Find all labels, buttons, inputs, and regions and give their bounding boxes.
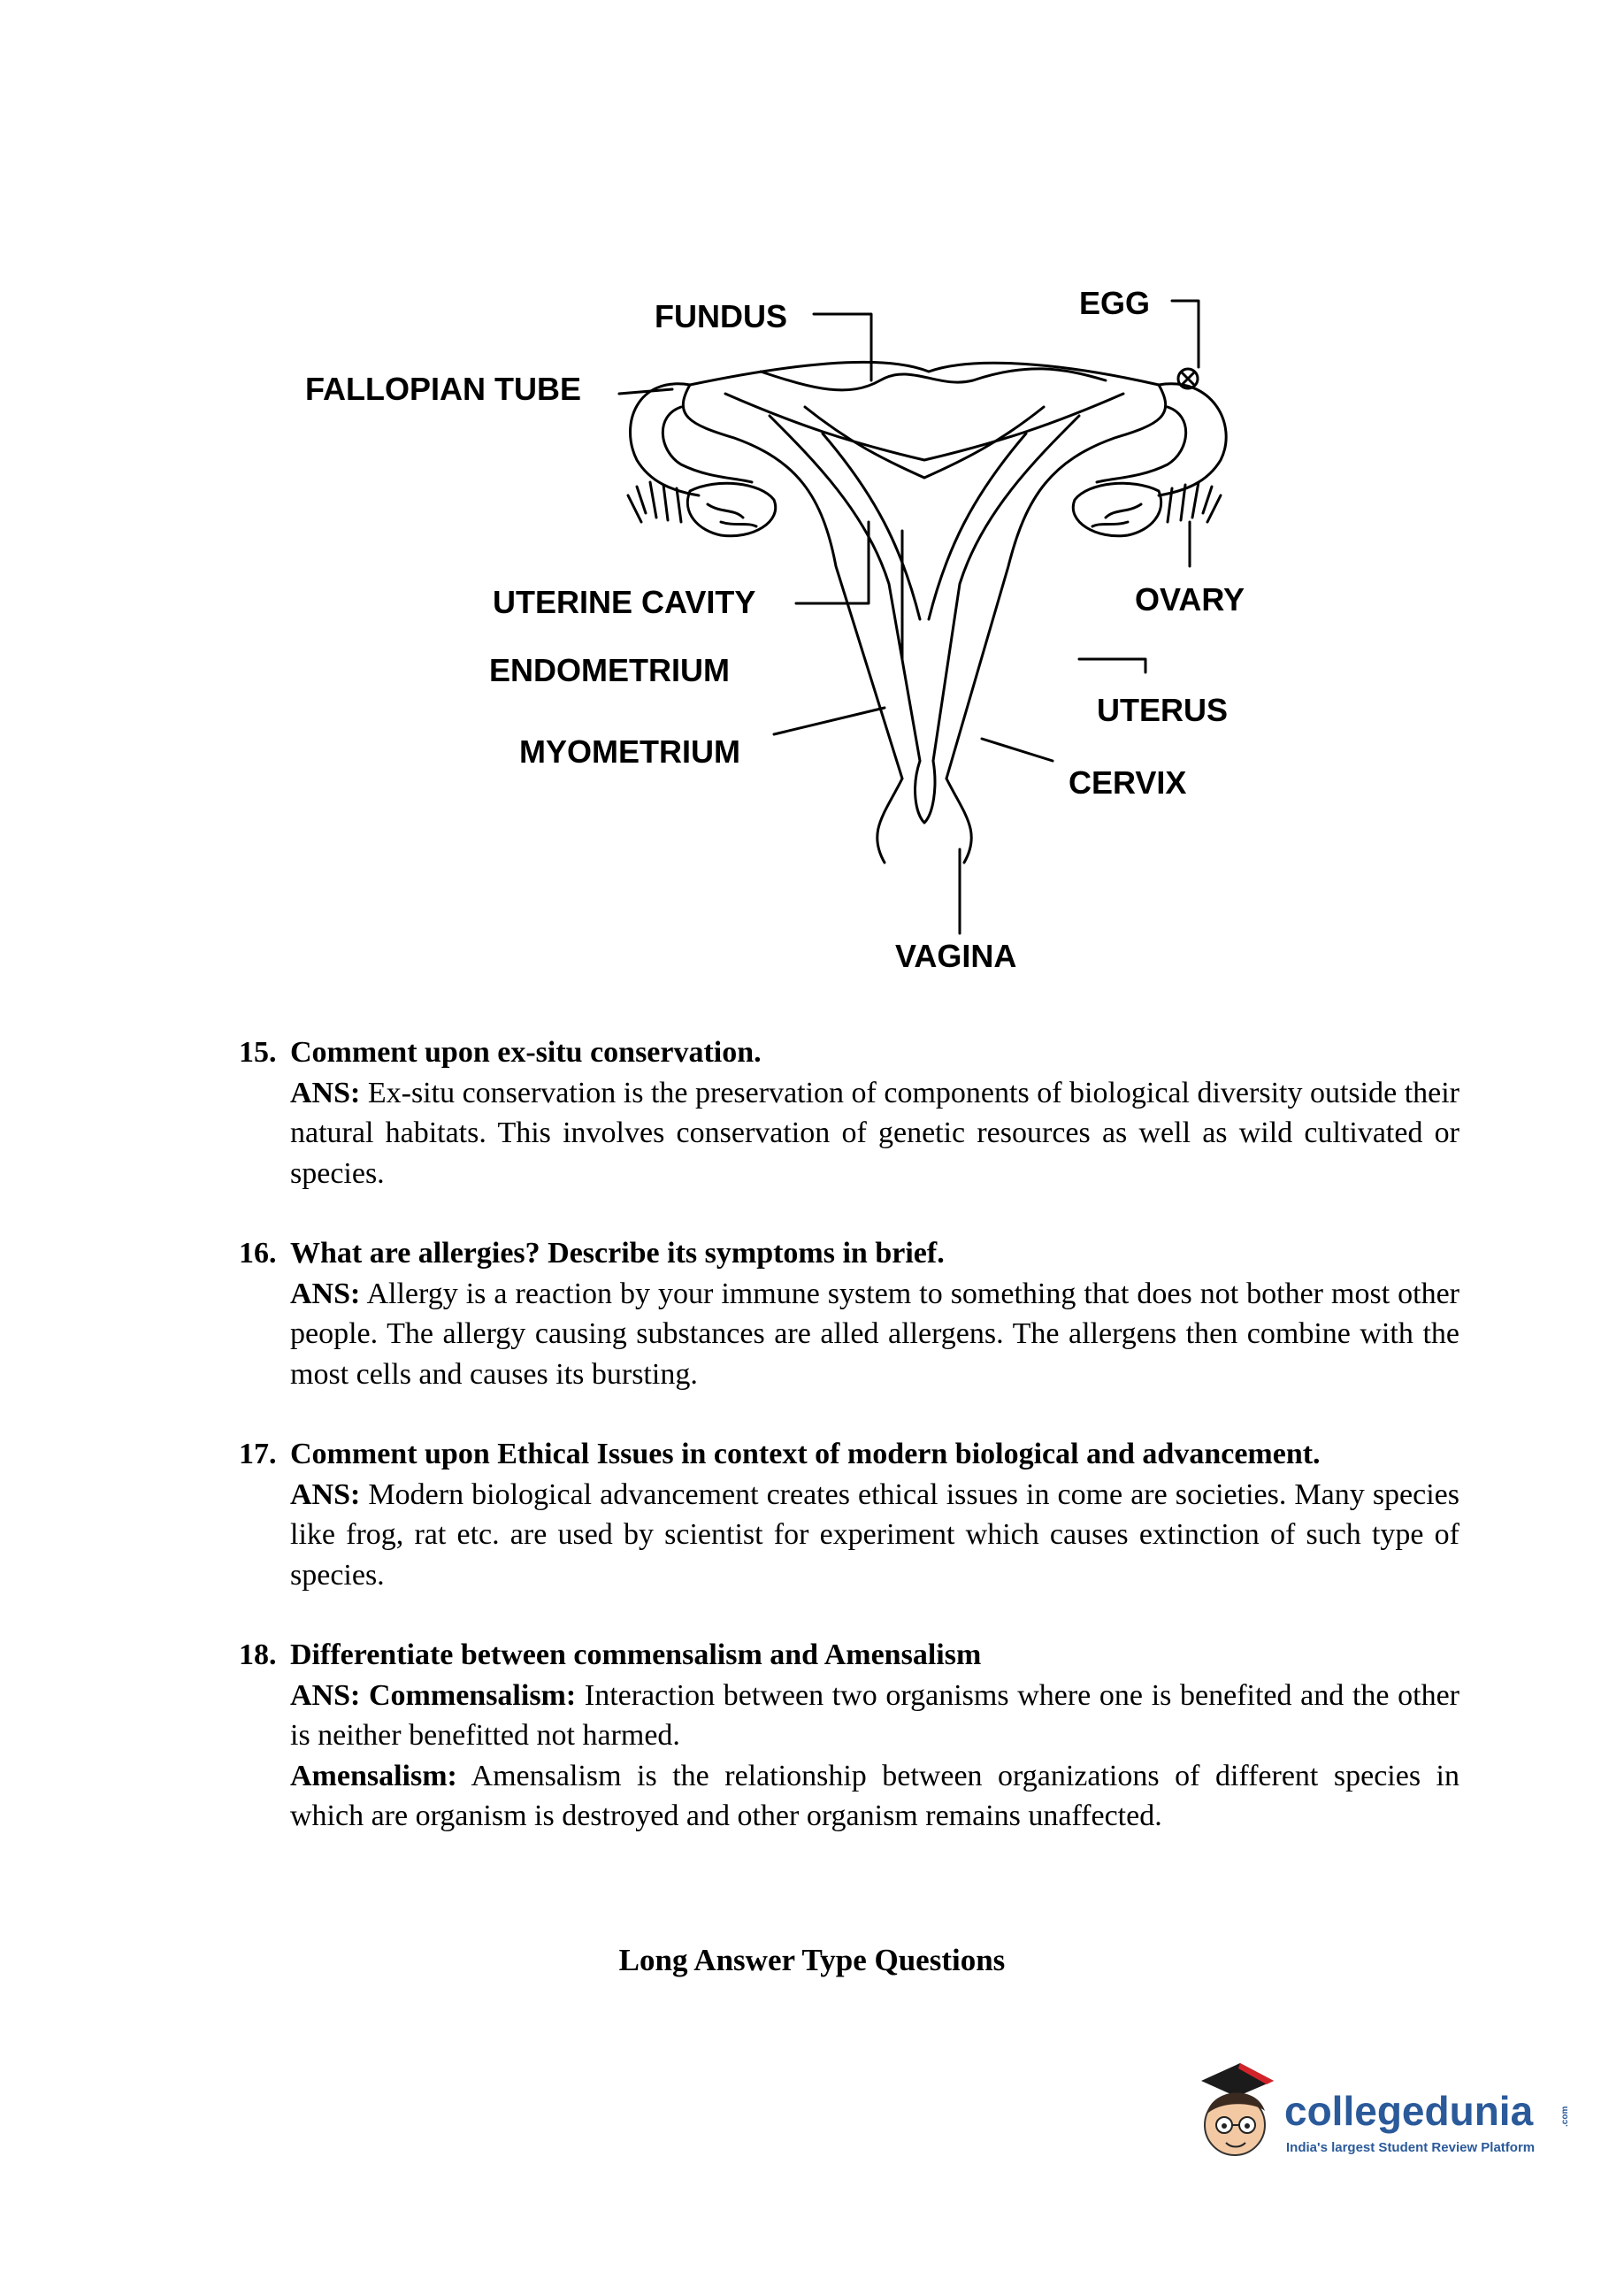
label-myometrium: MYOMETRIUM bbox=[519, 733, 740, 770]
label-uterine-cavity: UTERINE CAVITY bbox=[493, 584, 756, 620]
question-item bbox=[239, 1635, 1459, 1837]
question-item bbox=[239, 1032, 1459, 1193]
question-text: Differentiate between commensalism and Amensalism bbox=[290, 1638, 982, 1671]
question-item bbox=[239, 1434, 1459, 1595]
answer bbox=[290, 1676, 1459, 1756]
brand-name: collegedunia bbox=[1284, 2088, 1534, 2134]
answer-prefix: ANS: Commensalism: bbox=[290, 1678, 577, 1712]
label-vagina: VAGINA bbox=[895, 938, 1017, 974]
question-text: What are allergies? Describe its symptoms in brief. bbox=[290, 1237, 945, 1270]
question-number: 16. bbox=[239, 1237, 277, 1270]
answer-second bbox=[290, 1756, 1459, 1837]
label-fundus: FUNDUS bbox=[655, 298, 787, 334]
answer-prefix: ANS: bbox=[290, 1277, 361, 1310]
brand-tagline: India's largest Student Review Platform bbox=[1286, 2140, 1536, 2155]
answer-text: Modern biological advancement creates ethical issues in come are societies. Many species like frog, rat etc. are used by scientist for experiment which causes extinction of such type of species. bbox=[290, 1477, 1460, 1592]
answer-text: Allergy is a reaction by your immune system to something that does not bother most other people. The allergy causing substances are alled allergens. The allergens then combine with the most cells and causes its bursting. bbox=[290, 1277, 1460, 1391]
question-list bbox=[239, 1032, 1459, 1876]
collegedunia-logo bbox=[1185, 2053, 1592, 2176]
answer-text: Interaction between two organisms where one is benefited and the other is neither benefitted not harmed. bbox=[290, 1678, 1459, 1752]
brand-suffix: .com bbox=[1560, 2106, 1570, 2127]
answer-prefix-second: Amensalism: bbox=[290, 1759, 457, 1792]
question-item bbox=[239, 1233, 1459, 1394]
answer-prefix: ANS: bbox=[290, 1076, 361, 1109]
answer-prefix: ANS: bbox=[290, 1477, 361, 1511]
label-cervix: CERVIX bbox=[1069, 764, 1187, 801]
question-text: Comment upon Ethical Issues in context of modern biological and advancement. bbox=[290, 1438, 1321, 1470]
answer bbox=[290, 1475, 1459, 1596]
answer bbox=[290, 1073, 1459, 1194]
answer bbox=[290, 1274, 1459, 1395]
label-endometrium: ENDOMETRIUM bbox=[489, 652, 730, 688]
label-fallopian-tube: FALLOPIAN TUBE bbox=[305, 371, 581, 407]
question-number: 17. bbox=[239, 1438, 277, 1470]
label-ovary: OVARY bbox=[1135, 581, 1245, 618]
question-number: 18. bbox=[239, 1638, 277, 1671]
answer-text-second: Amensalism is the relationship between organizations of different species in which are organism is destroyed and other organism remains unaffected. bbox=[290, 1759, 1460, 1832]
section-title: Long Answer Type Questions bbox=[618, 1943, 1006, 1977]
mascot-icon bbox=[1201, 2063, 1274, 2155]
question-number: 15. bbox=[239, 1036, 277, 1069]
answer-text: Ex-situ conservation is the preservation of components of biological diversity outside their natural habitats. This involves conservation of genetic resources as well as wild cultivated or species. bbox=[290, 1076, 1459, 1190]
label-egg: EGG bbox=[1079, 285, 1151, 321]
label-uterus: UTERUS bbox=[1097, 692, 1229, 728]
question-text: Comment upon ex-situ conservation. bbox=[290, 1036, 762, 1069]
uterus-diagram bbox=[0, 0, 1624, 991]
